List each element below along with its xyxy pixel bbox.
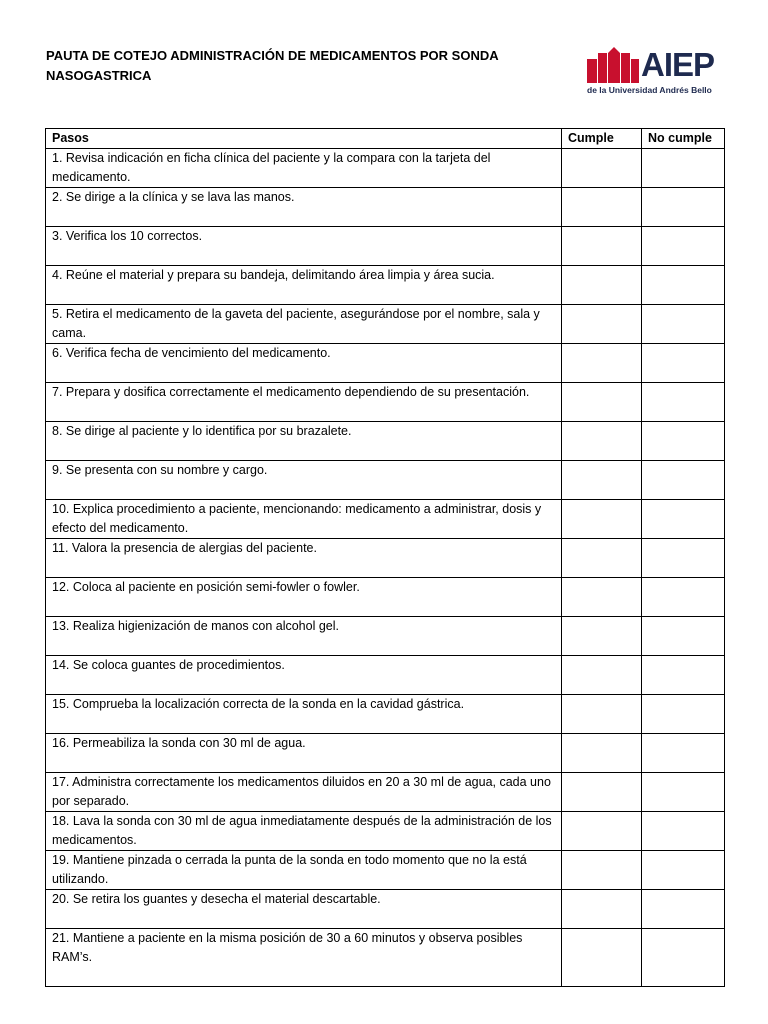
cumple-cell[interactable] <box>562 773 642 812</box>
cumple-cell[interactable] <box>562 851 642 890</box>
table-row <box>46 461 725 500</box>
table-row <box>46 812 725 851</box>
no-cumple-cell[interactable] <box>642 812 725 851</box>
cumple-cell[interactable] <box>562 305 642 344</box>
no-cumple-cell[interactable] <box>642 578 725 617</box>
no-cumple-cell[interactable] <box>642 734 725 773</box>
table-row <box>46 227 725 266</box>
cumple-cell[interactable] <box>562 539 642 578</box>
logo-subtitle: de la Universidad Andrés Bello <box>587 85 712 95</box>
table-row <box>46 344 725 383</box>
no-cumple-cell[interactable] <box>642 266 725 305</box>
step-text: 10. Explica procedimiento a paciente, mencionando: medicamento a administrar, dosis y efecto del medicamento. <box>46 500 562 539</box>
table-row <box>46 422 725 461</box>
table-row <box>46 695 725 734</box>
logo-text: AIEP <box>641 46 715 83</box>
document-title-line-1: PAUTA DE COTEJO ADMINISTRACIÓN DE MEDICAMENTOS POR SONDA <box>46 48 499 63</box>
no-cumple-cell[interactable] <box>642 500 725 539</box>
header-pasos: Pasos <box>46 129 562 149</box>
no-cumple-cell[interactable] <box>642 773 725 812</box>
cumple-cell[interactable] <box>562 734 642 773</box>
cumple-cell[interactable] <box>562 344 642 383</box>
no-cumple-cell[interactable] <box>642 344 725 383</box>
step-text: 17. Administra correctamente los medicamentos diluidos en 20 a 30 ml de agua, cada uno por separado. <box>46 773 562 812</box>
step-text: 13. Realiza higienización de manos con alcohol gel. <box>46 617 562 656</box>
no-cumple-cell[interactable] <box>642 539 725 578</box>
step-text: 11. Valora la presencia de alergias del paciente. <box>46 539 562 578</box>
table-row <box>46 734 725 773</box>
step-text: 3. Verifica los 10 correctos. <box>46 227 562 266</box>
table-row <box>46 149 725 188</box>
step-text: 18. Lava la sonda con 30 ml de agua inmediatamente después de la administración de los medicamentos. <box>46 812 562 851</box>
header-cumple: Cumple <box>562 129 642 149</box>
no-cumple-cell[interactable] <box>642 617 725 656</box>
cumple-cell[interactable] <box>562 617 642 656</box>
aiep-logo <box>585 46 725 100</box>
cumple-cell[interactable] <box>562 578 642 617</box>
cumple-cell[interactable] <box>562 500 642 539</box>
no-cumple-cell[interactable] <box>642 227 725 266</box>
step-text: 14. Se coloca guantes de procedimientos. <box>46 656 562 695</box>
no-cumple-cell[interactable] <box>642 695 725 734</box>
cumple-cell[interactable] <box>562 656 642 695</box>
table-row <box>46 383 725 422</box>
no-cumple-cell[interactable] <box>642 929 725 987</box>
step-text: 20. Se retira los guantes y desecha el material descartable. <box>46 890 562 929</box>
no-cumple-cell[interactable] <box>642 851 725 890</box>
cumple-cell[interactable] <box>562 149 642 188</box>
cumple-cell[interactable] <box>562 383 642 422</box>
cumple-cell[interactable] <box>562 188 642 227</box>
step-text: 16. Permeabiliza la sonda con 30 ml de agua. <box>46 734 562 773</box>
table-body <box>46 149 725 987</box>
cumple-cell[interactable] <box>562 890 642 929</box>
table-row <box>46 656 725 695</box>
cumple-cell[interactable] <box>562 266 642 305</box>
no-cumple-cell[interactable] <box>642 149 725 188</box>
table-row <box>46 266 725 305</box>
step-text: 5. Retira el medicamento de la gaveta del paciente, asegurándose por el nombre, sala y cama. <box>46 305 562 344</box>
no-cumple-cell[interactable] <box>642 188 725 227</box>
step-text: 19. Mantiene pinzada o cerrada la punta de la sonda en todo momento que no la está utilizando. <box>46 851 562 890</box>
table-header-row <box>46 129 725 149</box>
building-mark-icon <box>587 47 639 83</box>
table-row <box>46 539 725 578</box>
checklist-table <box>45 128 725 987</box>
step-text: 21. Mantiene a paciente en la misma posición de 30 a 60 minutos y observa posibles RAM’s. <box>46 929 562 987</box>
table-row <box>46 188 725 227</box>
cumple-cell[interactable] <box>562 695 642 734</box>
document-title <box>46 46 546 86</box>
table-row <box>46 890 725 929</box>
no-cumple-cell[interactable] <box>642 890 725 929</box>
table-row <box>46 500 725 539</box>
cumple-cell[interactable] <box>562 929 642 987</box>
step-text: 15. Comprueba la localización correcta de la sonda en la cavidad gástrica. <box>46 695 562 734</box>
step-text: 2. Se dirige a la clínica y se lava las manos. <box>46 188 562 227</box>
no-cumple-cell[interactable] <box>642 383 725 422</box>
table-row <box>46 617 725 656</box>
no-cumple-cell[interactable] <box>642 305 725 344</box>
cumple-cell[interactable] <box>562 461 642 500</box>
table-row <box>46 851 725 890</box>
table-row <box>46 773 725 812</box>
step-text: 9. Se presenta con su nombre y cargo. <box>46 461 562 500</box>
header-no-cumple: No cumple <box>642 129 725 149</box>
no-cumple-cell[interactable] <box>642 422 725 461</box>
table-row <box>46 929 725 987</box>
step-text: 1. Revisa indicación en ficha clínica del paciente y la compara con la tarjeta del medicamento. <box>46 149 562 188</box>
table-row <box>46 305 725 344</box>
step-text: 7. Prepara y dosifica correctamente el medicamento dependiendo de su presentación. <box>46 383 562 422</box>
cumple-cell[interactable] <box>562 422 642 461</box>
table-row <box>46 578 725 617</box>
step-text: 6. Verifica fecha de vencimiento del medicamento. <box>46 344 562 383</box>
step-text: 8. Se dirige al paciente y lo identifica por su brazalete. <box>46 422 562 461</box>
step-text: 4. Reúne el material y prepara su bandeja, delimitando área limpia y área sucia. <box>46 266 562 305</box>
no-cumple-cell[interactable] <box>642 461 725 500</box>
cumple-cell[interactable] <box>562 227 642 266</box>
step-text: 12. Coloca al paciente en posición semi-fowler o fowler. <box>46 578 562 617</box>
no-cumple-cell[interactable] <box>642 656 725 695</box>
document-title-line-2: NASOGASTRICA <box>46 68 152 83</box>
cumple-cell[interactable] <box>562 812 642 851</box>
